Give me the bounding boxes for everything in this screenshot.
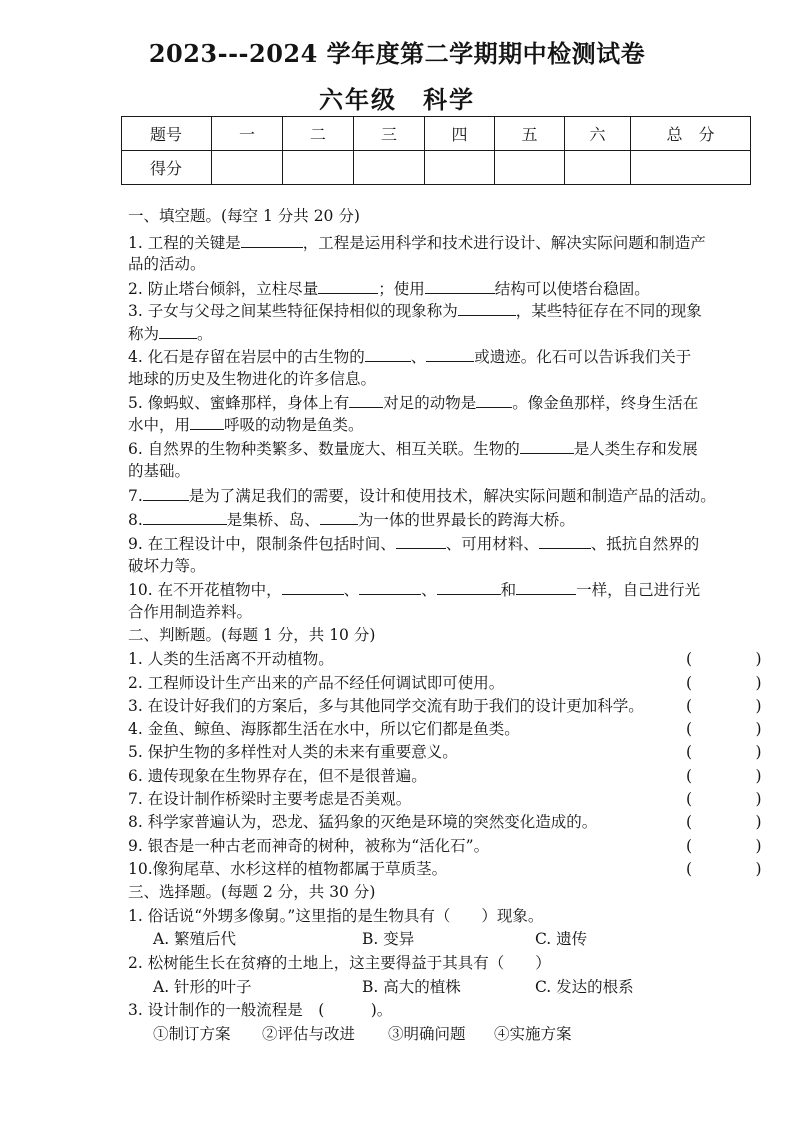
fill-question-8 bbox=[128, 508, 750, 531]
answer-parentheses[interactable]: ( ) bbox=[686, 813, 786, 831]
q-text: 呼吸的动物是鱼类。 bbox=[224, 416, 364, 434]
judge-question-9: 9. 银杏是一种古老而神奇的树种，被称为“活化石”。 bbox=[128, 837, 490, 855]
answer-blank[interactable] bbox=[143, 508, 227, 525]
answer-blank[interactable] bbox=[539, 532, 591, 549]
answer-blank[interactable] bbox=[425, 277, 495, 294]
answer-blank[interactable] bbox=[520, 437, 574, 454]
choice-option[interactable]: B. 高大的植株 bbox=[362, 978, 461, 996]
score-cell-header: 六 bbox=[565, 117, 631, 151]
fill-question-4 bbox=[128, 345, 750, 368]
answer-parentheses[interactable]: ( ) bbox=[686, 674, 786, 692]
q-text: 3. 子女与父母之间某些特征保持相似的现象称为 bbox=[128, 302, 458, 320]
answer-blank[interactable] bbox=[320, 508, 358, 525]
answer-blank[interactable] bbox=[396, 532, 446, 549]
choice-option[interactable]: C. 遗传 bbox=[535, 930, 588, 948]
fill-question-9-cont: 破坏力等。 bbox=[128, 557, 206, 575]
q-text: 、抵抗自然界的 bbox=[590, 535, 700, 553]
score-cell-header: 五 bbox=[495, 117, 565, 151]
answer-parentheses[interactable]: ( ) bbox=[686, 837, 786, 855]
fill-question-1 bbox=[128, 231, 750, 254]
exam-title: 2023---2024 学年度第二学期期中检测试卷 bbox=[148, 39, 646, 68]
judge-question-4: 4. 金鱼、鲸鱼、海豚都生活在水中，所以它们都是鱼类。 bbox=[128, 720, 520, 738]
q-text: 1. 工程的关键是 bbox=[128, 234, 241, 252]
answer-blank[interactable] bbox=[349, 391, 383, 408]
choice-option[interactable]: C. 发达的根系 bbox=[535, 978, 634, 996]
q-text: ；使用 bbox=[378, 280, 425, 298]
choice-option[interactable]: B. 变异 bbox=[362, 930, 415, 948]
q-text: 为一体的世界最长的跨海大桥。 bbox=[357, 511, 575, 529]
q-text: 是为了满足我们的需要，设计和使用技术，解决实际问题和制造产品的活动。 bbox=[188, 487, 716, 505]
q-text: 、 bbox=[410, 348, 427, 366]
answer-blank[interactable] bbox=[437, 578, 501, 595]
q-text: 是集桥、岛、 bbox=[226, 511, 320, 529]
judge-question-7: 7. 在设计制作桥梁时主要考虑是否美观。 bbox=[128, 790, 412, 808]
fill-question-10-cont: 合作用制造养料。 bbox=[128, 603, 253, 621]
section3-heading: 三、选择题。(每题 2 分，共 30 分) bbox=[128, 883, 376, 901]
q-text: 一样，自己进行光 bbox=[576, 581, 701, 599]
score-cell-header: 一 bbox=[212, 117, 283, 151]
q-text: 是人类生存和发展 bbox=[573, 440, 698, 458]
judge-question-1: 1. 人类的生活离不开动植物。 bbox=[128, 650, 334, 668]
score-cell-empty[interactable] bbox=[565, 151, 631, 185]
q-text: 6. 自然界的生物种类繁多、数量庞大、相互关联。生物的 bbox=[128, 440, 520, 458]
q-text: 10. 在不开花植物中， bbox=[128, 581, 282, 599]
q-text: 、 bbox=[343, 581, 360, 599]
answer-blank[interactable] bbox=[282, 578, 344, 595]
q-text: 结构可以使塔台稳固。 bbox=[494, 280, 650, 298]
answer-blank[interactable] bbox=[476, 391, 512, 408]
q-text: 和 bbox=[500, 581, 517, 599]
q-text: 8. bbox=[128, 511, 143, 529]
answer-parentheses[interactable]: ( ) bbox=[686, 860, 786, 878]
answer-blank[interactable] bbox=[143, 484, 189, 501]
answer-blank[interactable] bbox=[426, 345, 474, 362]
q-text: 、 bbox=[421, 581, 437, 599]
exam-subtitle: 六年级 科学 bbox=[319, 85, 475, 114]
choice-option[interactable]: ②评估与改进 bbox=[262, 1025, 356, 1043]
fill-question-9 bbox=[128, 532, 750, 555]
q-text: 对足的动物是 bbox=[383, 394, 477, 412]
score-cell-header: 四 bbox=[425, 117, 495, 151]
q-text: 7. bbox=[128, 487, 143, 505]
score-cell-empty[interactable] bbox=[631, 151, 751, 185]
q-text: ，工程是运用科学和技术进行设计、解决实际问题和制造产 bbox=[302, 234, 706, 252]
choice-option[interactable]: A. 针形的叶子 bbox=[153, 978, 252, 996]
q-text: 或遗迹。化石可以告诉我们关于 bbox=[474, 348, 692, 366]
choice-option[interactable]: ①制订方案 bbox=[153, 1025, 231, 1043]
choice-option[interactable]: ③明确问题 bbox=[388, 1025, 466, 1043]
q-text: 。像金鱼那样，终身生活在 bbox=[512, 394, 699, 412]
choice-option[interactable]: A. 繁殖后代 bbox=[153, 930, 237, 948]
answer-blank[interactable] bbox=[190, 413, 224, 430]
q-text: 4. 化石是存留在岩层中的古生物的 bbox=[128, 348, 365, 366]
section1-heading: 一、填空题。(每空 1 分共 20 分) bbox=[128, 207, 360, 225]
judge-question-2: 2. 工程师设计生产出来的产品不经任何调试即可使用。 bbox=[128, 674, 505, 692]
fill-question-5-cont bbox=[128, 413, 750, 436]
q-text: 5. 像蚂蚁、蜜蜂那样，身体上有 bbox=[128, 394, 350, 412]
answer-blank[interactable] bbox=[458, 299, 516, 316]
score-table-header-row bbox=[122, 117, 751, 151]
fill-question-4-cont: 地球的历史及生物进化的许多信息。 bbox=[128, 370, 377, 388]
q-text: 称为 bbox=[128, 325, 160, 343]
score-cell-label: 得分 bbox=[122, 151, 212, 185]
answer-parentheses[interactable]: ( ) bbox=[686, 697, 786, 715]
answer-blank[interactable] bbox=[365, 345, 411, 362]
answer-blank[interactable] bbox=[516, 578, 576, 595]
fill-question-5 bbox=[128, 391, 750, 414]
score-cell-header: 三 bbox=[354, 117, 425, 151]
fill-question-6-cont: 的基础。 bbox=[128, 462, 191, 480]
judge-question-3: 3. 在设计好我们的方案后，多与其他同学交流有助于我们的设计更加科学。 bbox=[128, 697, 644, 715]
choice-option[interactable]: ④实施方案 bbox=[494, 1025, 572, 1043]
fill-question-1-cont: 品的活动。 bbox=[128, 255, 206, 273]
choice-question-1: 1. 俗话说“外甥多像舅。”这里指的是生物具有（ ）现象。 bbox=[128, 907, 544, 925]
answer-blank[interactable] bbox=[318, 277, 378, 294]
score-cell-header: 总 分 bbox=[631, 117, 751, 151]
answer-blank[interactable] bbox=[159, 322, 197, 339]
q-text: 9. 在工程设计中，限制条件包括时间、 bbox=[128, 535, 396, 553]
score-cell-empty[interactable] bbox=[283, 151, 354, 185]
answer-parentheses[interactable]: ( ) bbox=[686, 720, 786, 738]
section2-heading: 二、判断题。(每题 1 分，共 10 分) bbox=[128, 626, 376, 644]
choice-question-3: 3. 设计制作的一般流程是 ( )。 bbox=[128, 1001, 393, 1019]
fill-question-2 bbox=[128, 277, 750, 300]
answer-parentheses[interactable]: ( ) bbox=[686, 650, 786, 668]
score-cell-empty[interactable] bbox=[354, 151, 425, 185]
score-table bbox=[121, 116, 751, 185]
choice-question-2: 2. 松树能生长在贫瘠的土地上，这主要得益于其具有（ ） bbox=[128, 954, 551, 972]
fill-question-3 bbox=[128, 299, 750, 322]
q-text: 2. 防止塔台倾斜，立柱尽量 bbox=[128, 280, 319, 298]
judge-question-6: 6. 遗传现象在生物界存在，但不是很普遍。 bbox=[128, 767, 427, 785]
score-cell-empty[interactable] bbox=[495, 151, 565, 185]
judge-question-8: 8. 科学家普遍认为，恐龙、猛犸象的灭绝是环境的突然变化造成的。 bbox=[128, 813, 598, 831]
fill-question-6 bbox=[128, 437, 750, 460]
answer-blank[interactable] bbox=[241, 231, 303, 248]
score-cell-empty[interactable] bbox=[425, 151, 495, 185]
score-cell-label: 题号 bbox=[122, 117, 212, 151]
q-text: 。 bbox=[197, 325, 213, 343]
q-text: 、可用材料、 bbox=[445, 535, 539, 553]
judge-question-5: 5. 保护生物的多样性对人类的未来有重要意义。 bbox=[128, 743, 458, 761]
fill-question-7 bbox=[128, 484, 750, 507]
score-cell-empty[interactable] bbox=[212, 151, 283, 185]
fill-question-3-cont bbox=[128, 322, 750, 345]
answer-parentheses[interactable]: ( ) bbox=[686, 743, 786, 761]
q-text: ，某些特征存在不同的现象 bbox=[515, 302, 702, 320]
score-cell-header: 二 bbox=[283, 117, 354, 151]
q-text: 水中，用 bbox=[128, 416, 191, 434]
answer-parentheses[interactable]: ( ) bbox=[686, 790, 786, 808]
answer-blank[interactable] bbox=[359, 578, 421, 595]
fill-question-10 bbox=[128, 578, 750, 601]
score-table-score-row bbox=[122, 151, 751, 185]
judge-question-10: 10.像狗尾草、水杉这样的植物都属于草质茎。 bbox=[128, 860, 448, 878]
answer-parentheses[interactable]: ( ) bbox=[686, 767, 786, 785]
